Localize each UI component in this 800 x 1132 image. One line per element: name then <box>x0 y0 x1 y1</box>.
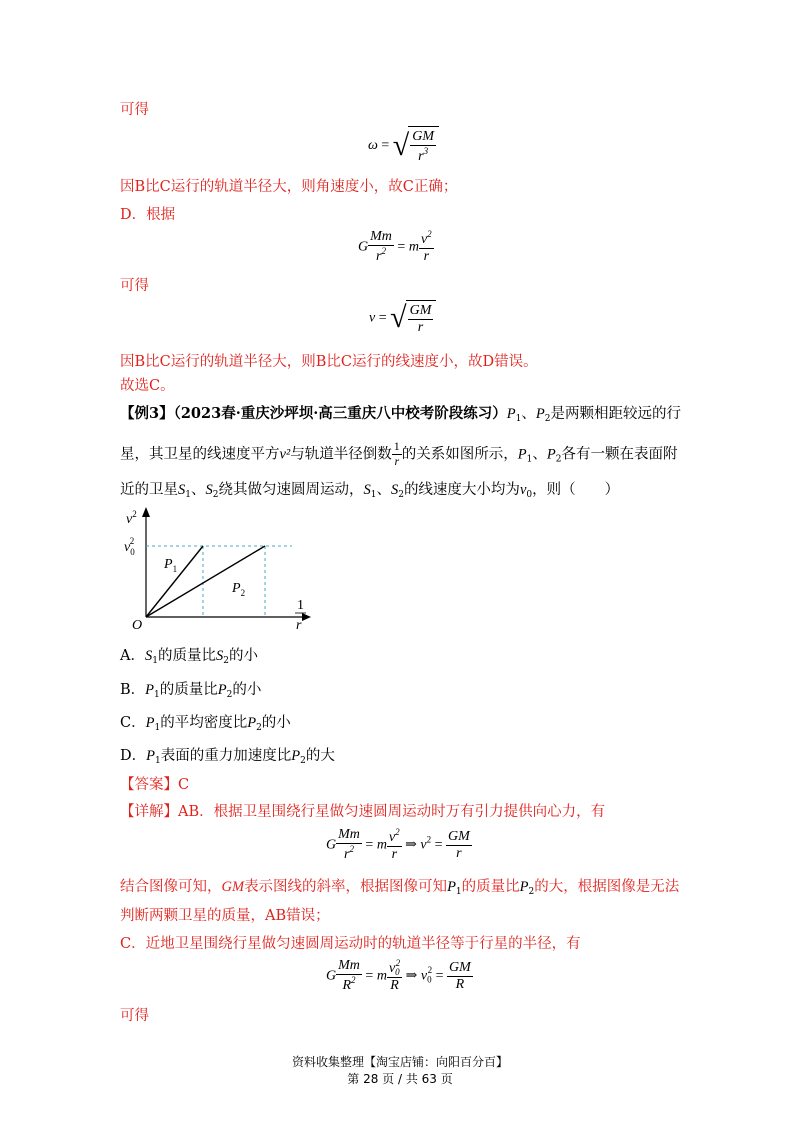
formula-gravity-1: G $\frac{Mm}{r^2}$ = m $\frac{v^2}{r}$ <box>358 229 432 265</box>
example-tag: 【例3】 <box>120 405 174 422</box>
text-line-c: 因B比C运行的轨道半径大，则角速度小，故C正确； <box>120 179 458 195</box>
example-line-3: 近的卫星$S_1$、$S_2$绕其做匀速圆周运动，$S_1$、$S_2$的线速度大小均为$v_0$，则（ ） <box>120 482 620 500</box>
y-axis-arrow-icon <box>142 507 150 517</box>
option-d: D．$P_1$表面的重力加速度比$P_2$的大 <box>120 748 335 766</box>
x-axis-label-denominator: r <box>296 618 302 633</box>
line-p1 <box>146 546 203 617</box>
x-axis-label-numerator: 1 <box>297 598 304 613</box>
formula-v: v = √ $\frac{GM}{r}$ <box>369 300 436 336</box>
curve-label-p2: $P_2$ <box>232 581 246 598</box>
formula-omega: ω = √ $\frac{GM}{r^3}$ <box>368 126 439 165</box>
option-b: B．$P_1$的质量比$P_2$的小 <box>120 682 262 700</box>
footer-source: 资料收集整理【淘宝店铺：向阳百分百】 <box>291 1055 508 1069</box>
option-a: A．$S_1$的质量比$S_2$的小 <box>120 648 258 666</box>
v0-tick-label: $v_02$ <box>124 536 135 557</box>
example-source: （2023春·重庆沙坪坝·高三重庆八中校考阶段练习） <box>173 405 507 422</box>
footer-page-number: 第 28 页 / 共 63 页 <box>347 1072 453 1086</box>
origin-label: O <box>132 618 143 633</box>
text-line-d-result: 因B比C运行的轨道半径大，则B比C运行的线速度小，故D错误。 <box>120 354 538 370</box>
detail-c-head: C．近地卫星围绕行星做匀速圆周运动时的轨道半径等于行星的半径，有 <box>120 936 581 952</box>
formula-gravity-3: G $\frac{Mm}{R^2}$ = m $\frac{v_0^2}{R}$ ⇒ $v_0^2$ = $\frac{GM}{R}$ <box>326 958 471 994</box>
answer-line: 【答案】C <box>120 777 190 793</box>
curve-label-p1: $P_1$ <box>164 557 178 574</box>
text-kede-1: 可得 <box>120 102 149 118</box>
text-guxuan: 故选C。 <box>120 378 175 394</box>
x-axis-arrow-icon <box>302 613 311 621</box>
formula-gravity-2: G $\frac{Mm}{r^2}$ = m $\frac{v^2}{r}$ ⇒ $v^2$ = $\frac{GM}{r}$ <box>326 827 470 863</box>
example-line-2: 星，其卫星的线速度平方v²与轨道半径倒数 $\frac{1}{r}$ 的关系如图所示，$P_1$、$P_2$各有一颗在表面附 <box>120 439 678 468</box>
text-kede-2: 可得 <box>120 278 149 294</box>
detail-conclusion-1: 结合图像可知，GM表示图线的斜率，根据图像可知$P_1$的质量比$P_2$的大，根据图像是无法 <box>120 879 680 897</box>
example-line-1: 【例3】（2023春·重庆沙坪坝·高三重庆八中校考阶段练习）$P_1$、$P_2$是两颗相距较远的行 <box>120 405 681 424</box>
detail-ab-head: 【详解】AB．根据卫星围绕行星做匀速圆周运动时万有引力提供向心力，有 <box>120 804 606 820</box>
velocity-graph <box>118 505 318 635</box>
text-line-d-head: D．根据 <box>120 207 176 223</box>
text-kede-3: 可得 <box>120 1008 149 1024</box>
option-c: C．$P_1$的平均密度比$P_2$的小 <box>120 715 291 733</box>
y-axis-label: $v^2$ <box>126 509 137 527</box>
detail-conclusion-2: 判断两颗卫星的质量，AB错误； <box>120 908 330 924</box>
